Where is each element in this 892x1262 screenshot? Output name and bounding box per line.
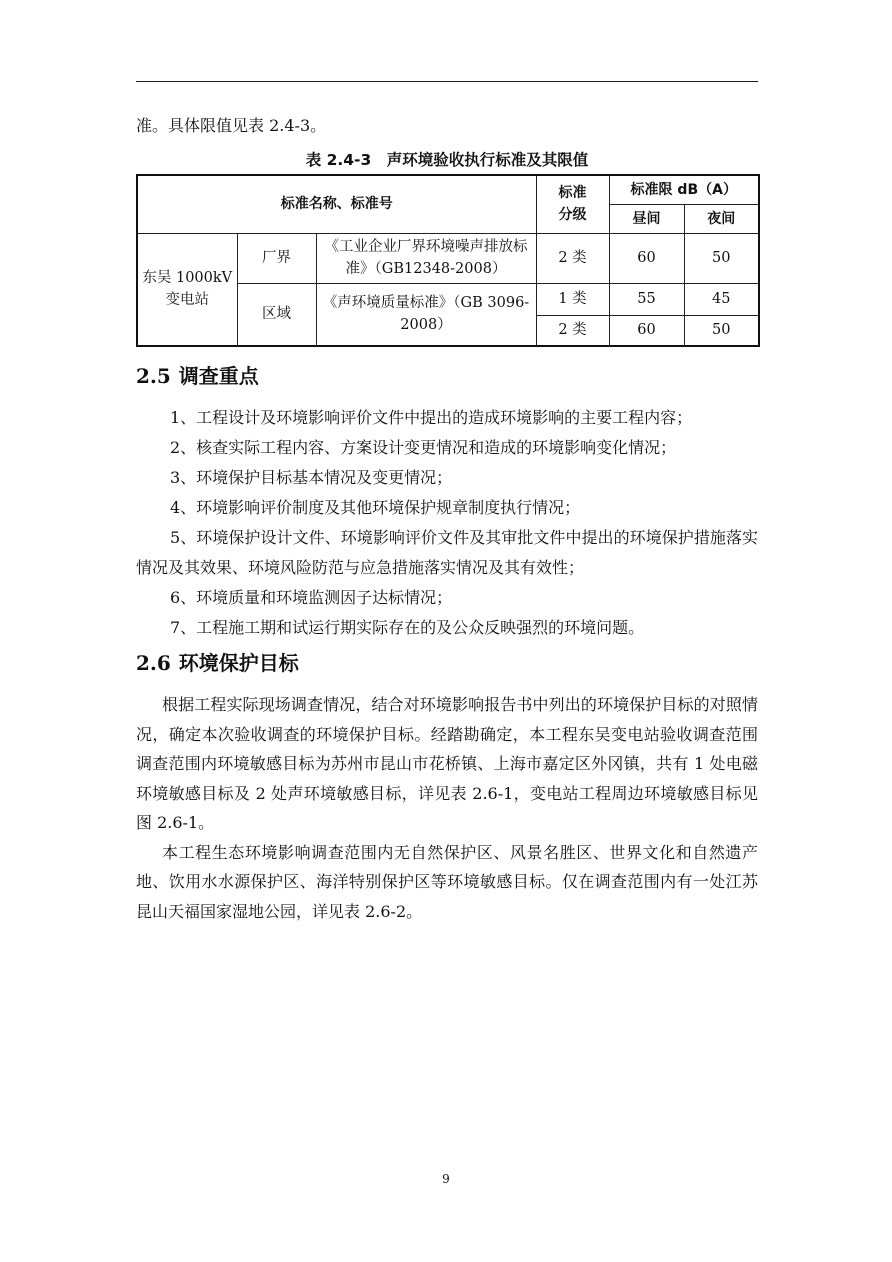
- grade-cell: 2 类: [536, 315, 609, 346]
- site-cell: 东吴 1000kV 变电站: [137, 233, 237, 346]
- standard-cell: 《声环境质量标准》（GB 3096-2008）: [316, 283, 536, 346]
- area-cell: 厂界: [237, 233, 316, 283]
- header-grade-line2: 分级: [558, 207, 587, 224]
- list-item: 6、环境质量和环境监测因子达标情况；: [170, 588, 453, 607]
- protection-target-text: [136, 690, 758, 926]
- night-limit-cell: 45: [684, 283, 759, 315]
- section-heading-2-5: [136, 363, 259, 389]
- day-limit-cell: 60: [609, 315, 684, 346]
- intro-text: 准。具体限值见表 2.4-3。: [136, 116, 327, 135]
- section-number: 2.6: [136, 651, 171, 675]
- list-item: 5、环境保护设计文件、环境影响评价文件及其审批文件中提出的环境保护措施落实情况及其效果、环境风险防范与应急措施落实情况及其有效性；: [136, 528, 758, 577]
- paragraph: 本工程生态环境影响调查范围内无自然保护区、风景名胜区、世界文化和自然遗产地、饮用水水源保护区、海洋特别保护区等环境敏感目标。仅在调查范围内有一处江苏昆山天福国家湿地公园，详见表 2.6-2。: [136, 842, 758, 921]
- header-night: 夜间: [684, 204, 759, 233]
- grade-cell: 2 类: [536, 233, 609, 283]
- section-number: 2.5: [136, 364, 171, 388]
- header-rule: [136, 81, 758, 82]
- page-number: 9: [442, 1172, 450, 1186]
- night-limit-cell: 50: [684, 315, 759, 346]
- list-item: 1、工程设计及环境影响评价文件中提出的造成环境影响的主要工程内容；: [170, 408, 693, 427]
- list-item: 3、环境保护目标基本情况及变更情况；: [170, 468, 453, 487]
- area-cell: 区域: [237, 283, 316, 346]
- table-caption: 表 2.4-3 声环境验收执行标准及其限值: [305, 151, 589, 169]
- paragraph: 根据工程实际现场调查情况，结合对环境影响报告书中列出的环境保护目标的对照情况，确定本次验收调查的环境保护目标。经踏勘确定，本工程东吴变电站验收调查范围调查范围内环境敏感目标为苏州市昆山市花桥镇、上海市嘉定区外冈镇，共有 1 处电磁环境敏感目标及 2 处声环境敏感目标，详见表 2.6-1，变电站工程周边环境敏感目标见图 2.6-1。: [136, 695, 758, 832]
- noise-standard-table: [136, 174, 760, 347]
- investigation-focus-list: [136, 403, 758, 643]
- list-item: 2、核查实际工程内容、方案设计变更情况和造成的环境影响变化情况；: [170, 438, 677, 457]
- header-day: 昼间: [609, 204, 684, 233]
- section-heading-2-6: [136, 650, 299, 676]
- header-limit: 标准限 dB（A）: [609, 175, 759, 204]
- standard-cell: 《工业企业厂界环境噪声排放标准》（GB12348-2008）: [316, 233, 536, 283]
- list-item: 7、工程施工期和试运行期实际存在的及公众反映强烈的环境问题。: [170, 618, 645, 637]
- header-grade: [536, 175, 609, 233]
- section-title: 调查重点: [178, 364, 259, 388]
- header-standard-name: 标准名称、标准号: [137, 175, 536, 233]
- header-grade-line1: 标准: [558, 185, 587, 202]
- list-item: 4、环境影响评价制度及其他环境保护规章制度执行情况；: [170, 498, 581, 517]
- night-limit-cell: 50: [684, 233, 759, 283]
- day-limit-cell: 60: [609, 233, 684, 283]
- day-limit-cell: 55: [609, 283, 684, 315]
- section-title: 环境保护目标: [178, 651, 299, 675]
- grade-cell: 1 类: [536, 283, 609, 315]
